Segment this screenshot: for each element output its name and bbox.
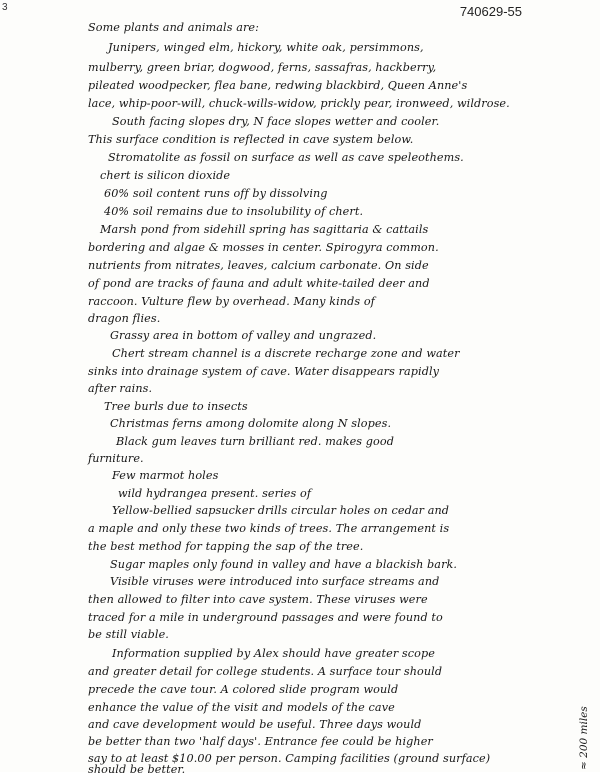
note-line: Tree burls due to insects	[104, 400, 248, 413]
note-line: chert is silicon dioxide	[100, 169, 231, 182]
note-line: traced for a mile in underground passages and were found to	[88, 611, 443, 624]
note-line: pileated woodpecker, flea bane, redwing blackbird, Queen Anne's	[88, 79, 468, 92]
note-line: dragon flies.	[88, 312, 161, 325]
note-line: South facing slopes dry, N face slopes wetter and cooler.	[112, 115, 440, 128]
note-line: of pond are tracks of fauna and adult white-tailed deer and	[88, 277, 430, 290]
note-line: the best method for tapping the sap of the tree.	[88, 540, 364, 553]
note-line: then allowed to filter into cave system. These viruses were	[88, 593, 428, 606]
note-line: Grassy area in bottom of valley and ungrazed.	[110, 329, 377, 342]
note-line: nutrients from nitrates, leaves, calcium carbonate. On side	[88, 259, 429, 272]
note-line: mulberry, green briar, dogwood, ferns, sassafras, hackberry,	[88, 61, 437, 74]
note-line: precede the cave tour. A colored slide program would	[88, 683, 399, 696]
note-line: sinks into drainage system of cave. Water disappears rapidly	[88, 365, 440, 378]
note-line: Stromatolite as fossil on surface as well as cave speleothems.	[108, 151, 464, 164]
note-line: wild hydrangea present. series of	[118, 487, 312, 500]
note-line: 40% soil remains due to insolubility of chert.	[104, 205, 364, 218]
note-line: be still viable.	[88, 628, 169, 641]
note-line: and cave development would be useful. Three days would	[88, 718, 422, 731]
margin-note: ≈ 200 miles	[578, 706, 590, 770]
note-line: Some plants and animals are:	[88, 21, 260, 34]
note-line: and greater detail for college students. A surface tour should	[88, 665, 443, 678]
corner-mark: 3	[2, 2, 8, 13]
note-line: 60% soil content runs off by dissolving	[104, 187, 328, 200]
note-line: Few marmot holes	[112, 469, 219, 482]
note-line: Christmas ferns among dolomite along N slopes.	[110, 417, 392, 430]
note-line: enhance the value of the visit and models of the cave	[88, 701, 395, 714]
note-line: furniture.	[88, 452, 144, 465]
note-line: Black gum leaves turn brilliant red. makes good	[116, 435, 394, 448]
note-line: after rains.	[88, 382, 153, 395]
note-line: Sugar maples only found in valley and have a blackish bark.	[110, 558, 458, 571]
note-line: should be better.	[88, 763, 186, 776]
note-line: This surface condition is reflected in cave system below.	[88, 133, 414, 146]
note-line: bordering and algae & mosses in center. Spirogyra common.	[88, 241, 439, 254]
note-line: say to at least $10.00 per person. Camping facilities (ground surface)	[88, 752, 491, 765]
note-line: Visible viruses were introduced into surface streams and	[110, 575, 440, 588]
note-line: Information supplied by Alex should have greater scope	[112, 647, 435, 660]
note-line: Yellow-bellied sapsucker drills circular holes on cedar and	[112, 504, 450, 517]
note-line: a maple and only these two kinds of trees. The arrangement is	[88, 522, 450, 535]
note-line: Junipers, winged elm, hickory, white oak, persimmons,	[108, 41, 424, 54]
note-line: lace, whip-poor-will, chuck-wills-widow, prickly pear, ironweed, wildrose.	[88, 97, 510, 110]
note-line: Chert stream channel is a discrete recharge zone and water	[112, 347, 460, 360]
document-id: 740629-55	[459, 4, 522, 19]
note-line: be better than two 'half days'. Entrance fee could be higher	[88, 735, 433, 748]
note-line: raccoon. Vulture flew by overhead. Many kinds of	[88, 295, 375, 308]
note-line: Marsh pond from sidehill spring has sagittaria & cattails	[100, 223, 429, 236]
